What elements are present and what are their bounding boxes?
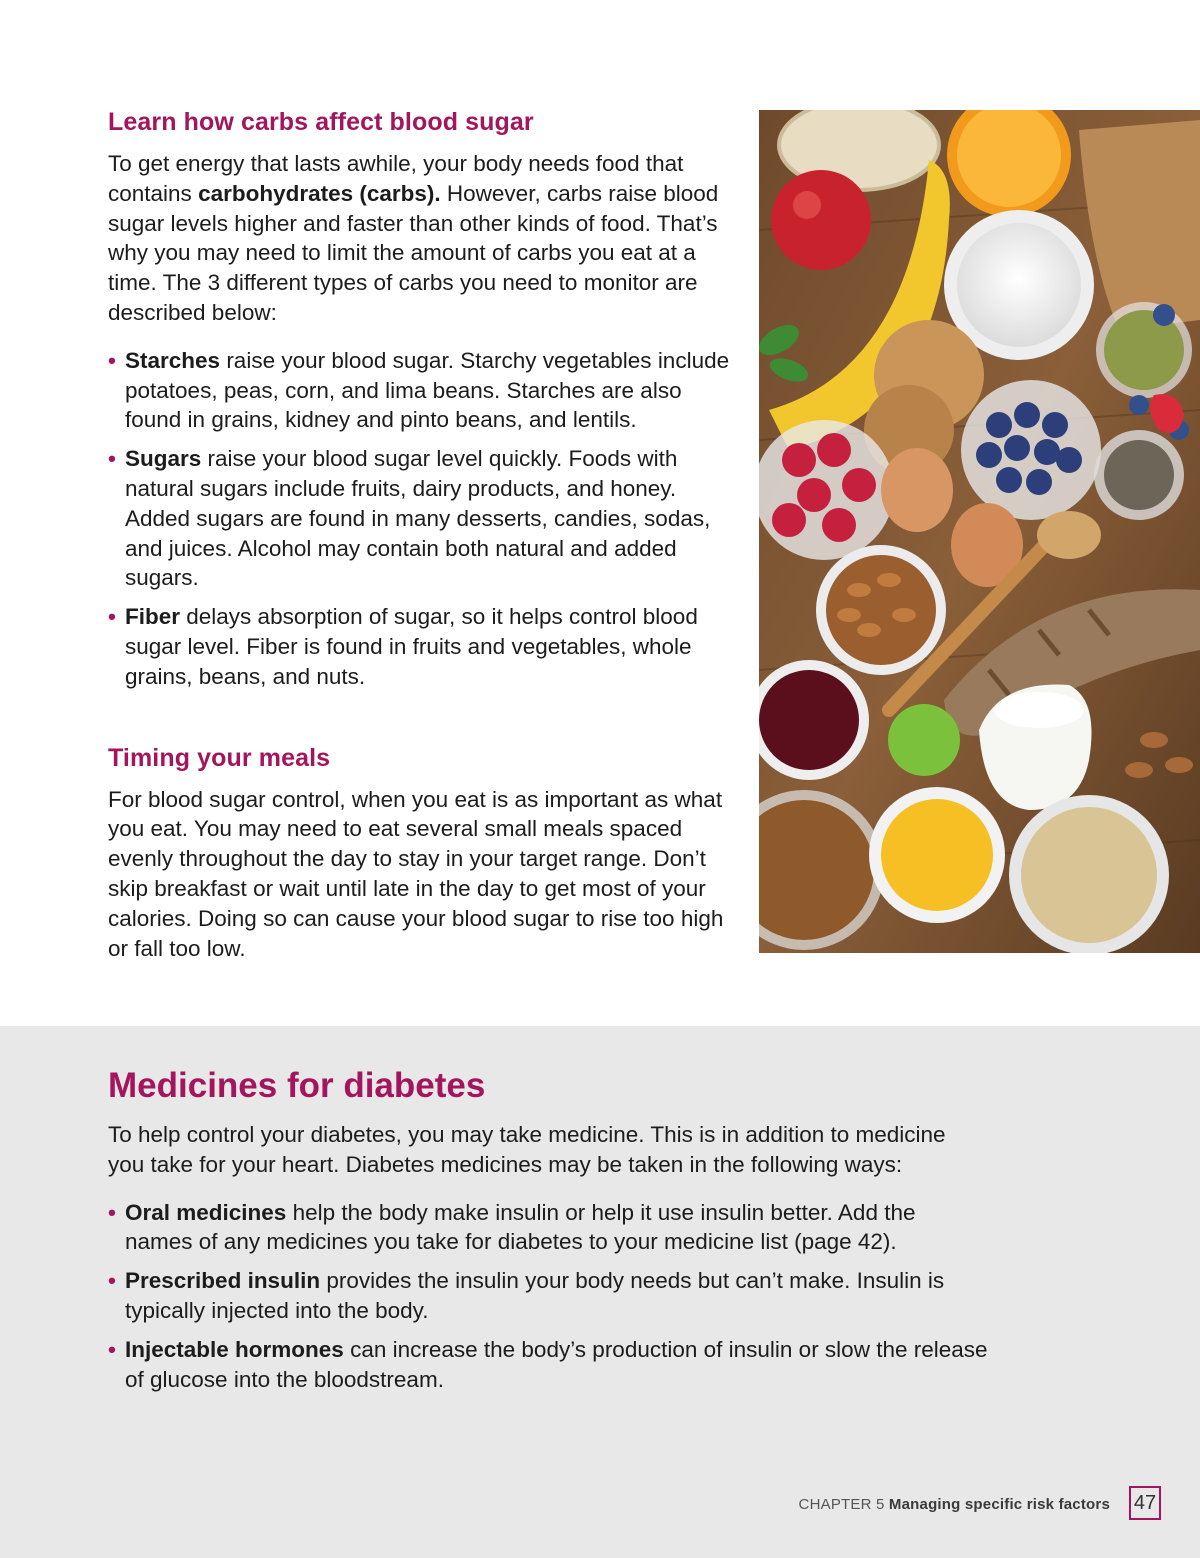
bullet-dot-icon: • — [108, 1268, 116, 1294]
carbs-intro-bold: carbohydrates (carbs). — [198, 180, 441, 206]
bullet-dot-icon: • — [108, 604, 116, 630]
timing-text: For blood sugar control, when you eat is as important as what you eat. You may need to eat several small meals spaced evenly throughout the day to stay in your target range. Don’t skip breakfast or wait until late in the day to get most of your calories. Doing so can cause your blood sugar to rise too high or fall too low. — [108, 786, 724, 961]
bullet-term: Injectable hormones — [125, 1336, 344, 1362]
page-number: 47 — [1129, 1486, 1161, 1520]
medicines-heading: Medicines for diabetes — [108, 1066, 486, 1105]
list-item — [108, 1335, 988, 1395]
medicines-section — [108, 1066, 988, 1403]
bullet-text: help the body make insulin or help it use insulin better. Add the names of any medicines you take for diabetes to your medicine list (page 42). — [125, 1199, 916, 1255]
upper-content — [108, 108, 738, 963]
carbs-intro — [108, 149, 738, 328]
carbs-section — [108, 108, 738, 692]
list-item — [108, 346, 738, 435]
bullet-dot-icon: • — [108, 1336, 116, 1362]
list-item — [108, 1198, 988, 1258]
bullet-text: raise your blood sugar level quickly. Foods with natural sugars include fruits, dairy products, and honey. Added sugars are found in many desserts, candies, sodas, and juices. Alcohol may contain both natural and added sugars. — [125, 446, 711, 591]
bullet-dot-icon: • — [108, 1199, 116, 1225]
healthy-food-photo — [759, 110, 1200, 953]
list-item — [108, 602, 738, 691]
timing-section — [108, 744, 738, 964]
bullet-term: Prescribed insulin — [125, 1268, 321, 1294]
bullet-text: delays absorption of sugar, so it helps control blood sugar level. Fiber is found in fruits and vegetables, whole grains, beans, and nuts. — [125, 604, 698, 689]
bullet-term: Fiber — [125, 604, 181, 630]
bullet-term: Starches — [125, 347, 221, 373]
medicines-panel — [0, 1026, 1200, 1558]
chapter-title: Managing specific risk factors — [888, 1496, 1110, 1513]
medicine-types-list — [108, 1198, 988, 1395]
bullet-term: Sugars — [125, 446, 202, 472]
chapter-footer — [799, 1496, 1110, 1513]
food-illustration — [759, 110, 1200, 953]
list-item — [108, 444, 738, 593]
timing-heading: Timing your meals — [108, 743, 331, 772]
carbs-heading: Learn how carbs affect blood sugar — [108, 108, 534, 136]
list-item — [108, 1266, 988, 1326]
carb-types-list — [108, 346, 738, 692]
carbs-intro-part1: To get energy that lasts awhile, your body needs food that contains — [108, 151, 684, 206]
chapter-label: CHAPTER 5 — [798, 1496, 885, 1513]
bullet-text: provides the insulin your body needs but can’t make. Insulin is typically injected into the body. — [125, 1268, 945, 1323]
bullet-text: can increase the body’s production of insulin or slow the release of glucose into the bloodstream. — [125, 1336, 988, 1392]
bullet-term: Oral medicines — [125, 1199, 287, 1225]
carbs-intro-part2: However, carbs raise blood sugar levels higher and faster than other kinds of food. That’s why you may need to limit the amount of carbs you eat at a time. The 3 different types of carbs you need to monitor are described below: — [108, 180, 719, 325]
medicines-intro: To help control your diabetes, you may take medicine. This is in addition to medicine you take for your heart. Diabetes medicines may be taken in the following ways: — [108, 1122, 946, 1177]
bullet-text: raise your blood sugar. Starchy vegetables include potatoes, peas, corn, and lima beans. Starches are also found in grains, kidney and pinto beans, and lentils. — [125, 347, 730, 433]
bullet-dot-icon: • — [108, 446, 116, 472]
bullet-dot-icon: • — [108, 347, 116, 373]
